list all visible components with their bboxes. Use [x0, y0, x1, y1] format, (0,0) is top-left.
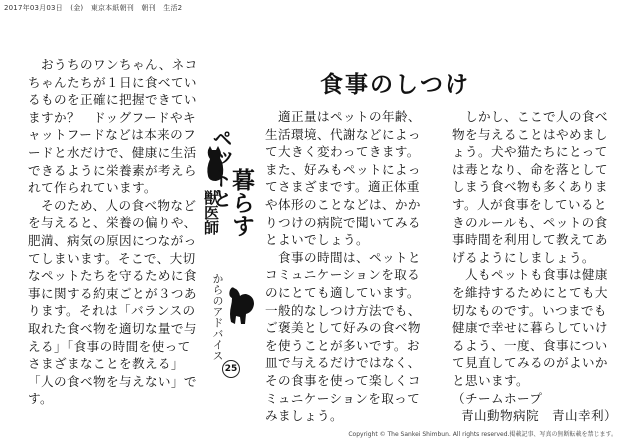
paragraph: 食事の時間は、ペットとコミュニケーションを取るのにとても適しています。一般的なしつけ方法でも、ご褒美として好みの食べ物を使うことが多いです。お皿で与えるだけではなく、その食事を使って楽しくコミュニケーションを取ってみましょう。 [265, 249, 421, 424]
paragraph: 適正量はペットの年齢、生活環境、代謝などによって大きく変わってきます。また、好みもペットによってさまざまです。適正体重や体形のことなどは、かかりつけの病院で聞いてみるとよいでしょう。 [265, 109, 421, 248]
series-title-line-3: 獣医師 [202, 190, 220, 235]
paragraph: しかし、ここで人の食べ物を与えることはやめましょう。犬や猫たちにとっては毒となり、命を落としてしまう食べ物も多くあります。人が食事をしているときのルールも、ペットの食事時間を利用して教えてあげるようにしましょう。 [452, 109, 608, 265]
header-paper: 東京本紙朝刊 [90, 4, 134, 12]
header-edition: 朝刊 [141, 4, 156, 12]
dog-silhouette-icon [226, 286, 256, 326]
article-column-3 [452, 108, 617, 425]
article-column-1 [28, 56, 198, 408]
header-section: 生活2 [163, 4, 183, 12]
paragraph: おうちのワンちゃん、ネコちゃんたちが１日に食べているものを正確に把握できていますか？ ドッグフードやキャットフードなどは本来のフードと水だけで、健康に生活できるように栄養素が考えられて作られています。 [28, 57, 198, 196]
paragraph: 人もペットも食事は健康を維持するためにとても大切なものです。いつまでも健康で幸せに暮らしていけるよう、一度、食事について見直してみるのがよいかと思います。 [452, 267, 608, 388]
header-weekday: (金) [70, 4, 84, 12]
series-number-badge: 25 [222, 360, 240, 378]
series-title-line-2: 暮らす [228, 168, 254, 237]
article-column-2 [265, 108, 432, 425]
page-header [4, 3, 187, 13]
article-title: 食事のしつけ [320, 71, 470, 98]
header-date: 2017年03月03日 [4, 4, 63, 12]
copyright-footer: Copyright © The Sankei Shimbun. All rights reserved.掲載記事、写真の無断転載を禁じます。 [348, 431, 617, 438]
signature-author: 青山動物病院 青山幸利） [461, 408, 617, 424]
series-title-line-1: ペットと [209, 128, 233, 208]
series-title-line-4: からのアドバイス [211, 273, 224, 361]
signature-team: （チームホープ [452, 390, 543, 406]
series-banner [200, 128, 256, 368]
paragraph: そのため、人の食べ物などを与えると、栄養の偏りや、肥満、病気の原因につながってしまいます。そこで、大切なペットたちを守るために食事に関する約束ごとが３つあります。それは「バランスの取れた食べ物を適切な量で与える」「食事の時間を使ってさまざまなことを教える」「人の食べ物を与えない」です。 [28, 197, 197, 407]
